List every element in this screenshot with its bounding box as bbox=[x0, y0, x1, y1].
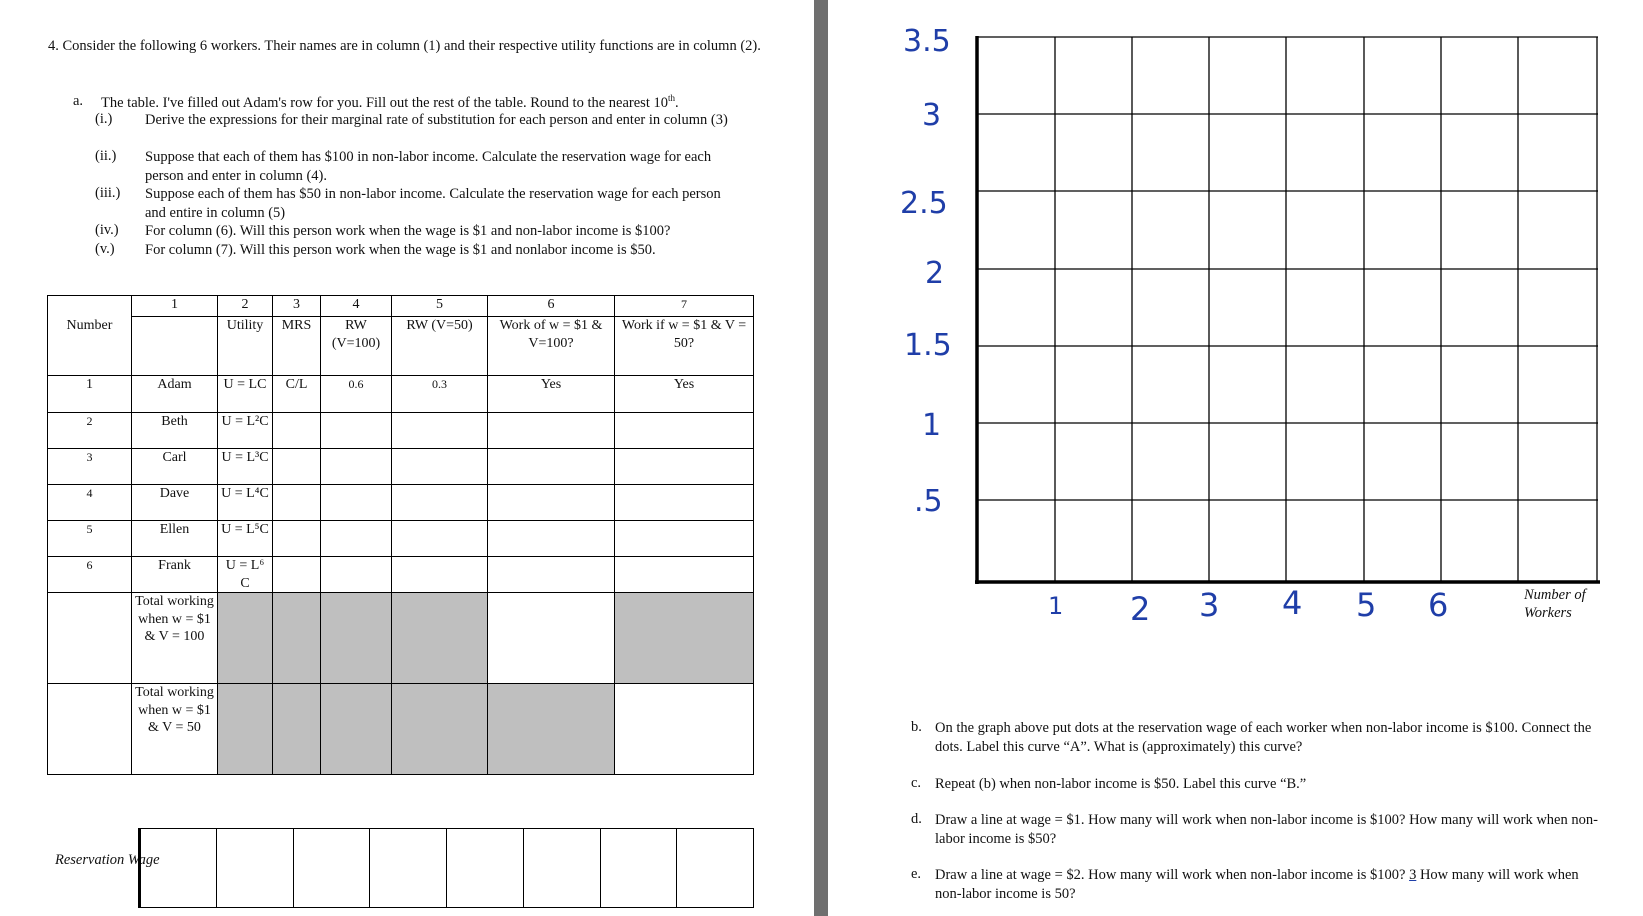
header-row bbox=[48, 317, 754, 376]
row-number: 6 bbox=[48, 557, 132, 593]
header-number: Number bbox=[48, 317, 132, 376]
total-label: Total working when w = $1 & V = 50 bbox=[132, 684, 218, 775]
row-name: Frank bbox=[132, 557, 218, 593]
column-number-row bbox=[48, 296, 754, 317]
row-rw50[interactable]: 0.3 bbox=[392, 376, 488, 413]
reservation-wage-table bbox=[138, 828, 754, 908]
col-number: 4 bbox=[321, 296, 392, 317]
item-text: For column (6). Will this person work when the wage is $1 and non-labor income is $100? bbox=[145, 223, 671, 239]
row-rw100[interactable] bbox=[321, 521, 392, 557]
answer-text[interactable]: 3 bbox=[1409, 867, 1417, 883]
total-row-v50 bbox=[48, 684, 754, 775]
part-a-text: The table. I've filled out Adam's row for you. Fill out the rest of the table. Round to the nearest 10th. bbox=[101, 93, 679, 111]
row-work100[interactable] bbox=[488, 485, 615, 521]
header-work100: Work of w = $1 & V=100? bbox=[488, 317, 615, 376]
page-divider bbox=[814, 0, 828, 916]
row-utility: U = L³C bbox=[218, 449, 273, 485]
row-utility: U = L⁶ C bbox=[218, 557, 273, 593]
row-work50[interactable] bbox=[615, 413, 754, 449]
item-num: (i.) bbox=[95, 111, 113, 127]
rw-cell[interactable] bbox=[600, 829, 677, 908]
rw-cell[interactable] bbox=[140, 829, 217, 908]
row-number: 5 bbox=[48, 521, 132, 557]
row-name: Ellen bbox=[132, 521, 218, 557]
row-work100[interactable] bbox=[488, 449, 615, 485]
item-text: Derive the expressions for their marginal rate of substitution for each person and enter in column (3) bbox=[145, 112, 728, 128]
item-num: (iv.) bbox=[95, 222, 119, 238]
col-number: 2 bbox=[218, 296, 273, 317]
row-work50[interactable] bbox=[615, 449, 754, 485]
x-label: 5 bbox=[1356, 586, 1377, 624]
row-name: Beth bbox=[132, 413, 218, 449]
total-cell[interactable] bbox=[488, 593, 615, 684]
table-row bbox=[48, 557, 754, 593]
row-mrs[interactable] bbox=[273, 449, 321, 485]
y-label: .5 bbox=[914, 484, 943, 519]
x-axis-title: Number of Workers bbox=[1524, 587, 1586, 621]
rw-cell[interactable] bbox=[447, 829, 524, 908]
item-text: Suppose each of them has $50 in non-labor income. Calculate the reservation wage for each person and entire in column (5) bbox=[145, 186, 721, 221]
row-utility: U = LC bbox=[218, 376, 273, 413]
row-rw50[interactable] bbox=[392, 413, 488, 449]
rw-cell[interactable] bbox=[523, 829, 600, 908]
rw-cell[interactable] bbox=[370, 829, 447, 908]
total-label: Total working when w = $1 & V = 100 bbox=[132, 593, 218, 684]
total-row-v100 bbox=[48, 593, 754, 684]
y-label: 3.5 bbox=[903, 24, 951, 59]
rw-cell[interactable] bbox=[293, 829, 370, 908]
row-work100[interactable] bbox=[488, 521, 615, 557]
x-label: 6 bbox=[1428, 586, 1449, 624]
table-row bbox=[48, 521, 754, 557]
row-name: Carl bbox=[132, 449, 218, 485]
row-rw100[interactable] bbox=[321, 449, 392, 485]
col-number: 3 bbox=[273, 296, 321, 317]
row-utility: U = L²C bbox=[218, 413, 273, 449]
col-number: 7 bbox=[615, 296, 754, 317]
row-rw100[interactable] bbox=[321, 485, 392, 521]
col-number: 6 bbox=[488, 296, 615, 317]
total-cell[interactable] bbox=[615, 684, 754, 775]
table-row bbox=[48, 413, 754, 449]
table-row bbox=[48, 485, 754, 521]
table-row bbox=[48, 376, 754, 413]
item-num: (iii.) bbox=[95, 185, 121, 201]
row-name: Adam bbox=[132, 376, 218, 413]
y-label: 3 bbox=[922, 98, 942, 133]
row-work100[interactable]: Yes bbox=[488, 376, 615, 413]
row-work100[interactable] bbox=[488, 557, 615, 593]
question-c-text: Repeat (b) when non-labor income is $50. Label this curve “B.” bbox=[935, 776, 1307, 792]
graph-grid bbox=[975, 36, 1600, 586]
question-d-text: Draw a line at wage = $1. How many will work when non-labor income is $100? How many will work when non-labor income is $50? bbox=[935, 812, 1598, 847]
row-rw50[interactable] bbox=[392, 449, 488, 485]
question-e-text: Draw a line at wage = $2. How many will work when non-labor income is $100? 3 How many will work when non-labor income is 50? bbox=[935, 867, 1579, 902]
y-label: 1.5 bbox=[904, 328, 952, 363]
row-number: 2 bbox=[48, 413, 132, 449]
x-label: 1 bbox=[1048, 592, 1064, 620]
x-label: 4 bbox=[1282, 584, 1303, 622]
row-work50[interactable] bbox=[615, 557, 754, 593]
row-mrs[interactable] bbox=[273, 557, 321, 593]
row-rw50[interactable] bbox=[392, 521, 488, 557]
row-utility: U = L⁴C bbox=[218, 485, 273, 521]
row-rw100[interactable] bbox=[321, 413, 392, 449]
row-work100[interactable] bbox=[488, 413, 615, 449]
row-mrs[interactable] bbox=[273, 485, 321, 521]
row-work50[interactable] bbox=[615, 485, 754, 521]
y-label: 2 bbox=[925, 256, 945, 291]
row-mrs[interactable]: C/L bbox=[273, 376, 321, 413]
y-label: 2.5 bbox=[900, 186, 948, 221]
row-rw100[interactable]: 0.6 bbox=[321, 376, 392, 413]
header-rw100: RW (V=100) bbox=[321, 317, 392, 376]
x-label: 2 bbox=[1130, 590, 1151, 628]
row-rw50[interactable] bbox=[392, 557, 488, 593]
item-text: Suppose that each of them has $100 in non-labor income. Calculate the reservation wage for each person and enter in column (4). bbox=[145, 149, 712, 184]
question-letter: e. bbox=[911, 866, 922, 882]
rw-cell[interactable] bbox=[677, 829, 754, 908]
question-letter: d. bbox=[911, 811, 922, 827]
rw-cell[interactable] bbox=[216, 829, 293, 908]
row-number: 3 bbox=[48, 449, 132, 485]
item-text: For column (7). Will this person work when the wage is $1 and nonlabor income is $50. bbox=[145, 242, 656, 258]
header-work50: Work if w = $1 & V = 50? bbox=[615, 317, 754, 376]
row-mrs[interactable] bbox=[273, 413, 321, 449]
row-number: 4 bbox=[48, 485, 132, 521]
col-number: 5 bbox=[392, 296, 488, 317]
x-label: 3 bbox=[1199, 586, 1220, 624]
table-row bbox=[48, 449, 754, 485]
row-name: Dave bbox=[132, 485, 218, 521]
question-letter: c. bbox=[911, 775, 922, 791]
row-work50[interactable]: Yes bbox=[615, 376, 754, 413]
question-letter: b. bbox=[911, 719, 922, 735]
row-mrs[interactable] bbox=[273, 521, 321, 557]
part-a-letter: a. bbox=[73, 93, 84, 109]
question-intro: 4. Consider the following 6 workers. Their names are in column (1) and their respective utility functions are in column (2). bbox=[48, 38, 761, 54]
row-rw100[interactable] bbox=[321, 557, 392, 593]
header-rw50: RW (V=50) bbox=[392, 317, 488, 376]
item-num: (v.) bbox=[95, 241, 115, 257]
row-rw50[interactable] bbox=[392, 485, 488, 521]
reservation-wage-label: Reservation Wage bbox=[55, 852, 160, 868]
row-work50[interactable] bbox=[615, 521, 754, 557]
y-label: 1 bbox=[922, 408, 942, 443]
item-num: (ii.) bbox=[95, 148, 117, 164]
row-utility: U = L⁵C bbox=[218, 521, 273, 557]
header-mrs: MRS bbox=[273, 317, 321, 376]
worker-table bbox=[47, 295, 754, 775]
col-number: 1 bbox=[132, 296, 218, 317]
header-utility: Utility bbox=[218, 317, 273, 376]
question-b-text: On the graph above put dots at the reservation wage of each worker when non-labor income is $100. Connect the dots. Label this curve “A”. What is (approximately) this curve? bbox=[935, 720, 1592, 755]
row-number: 1 bbox=[48, 376, 132, 413]
